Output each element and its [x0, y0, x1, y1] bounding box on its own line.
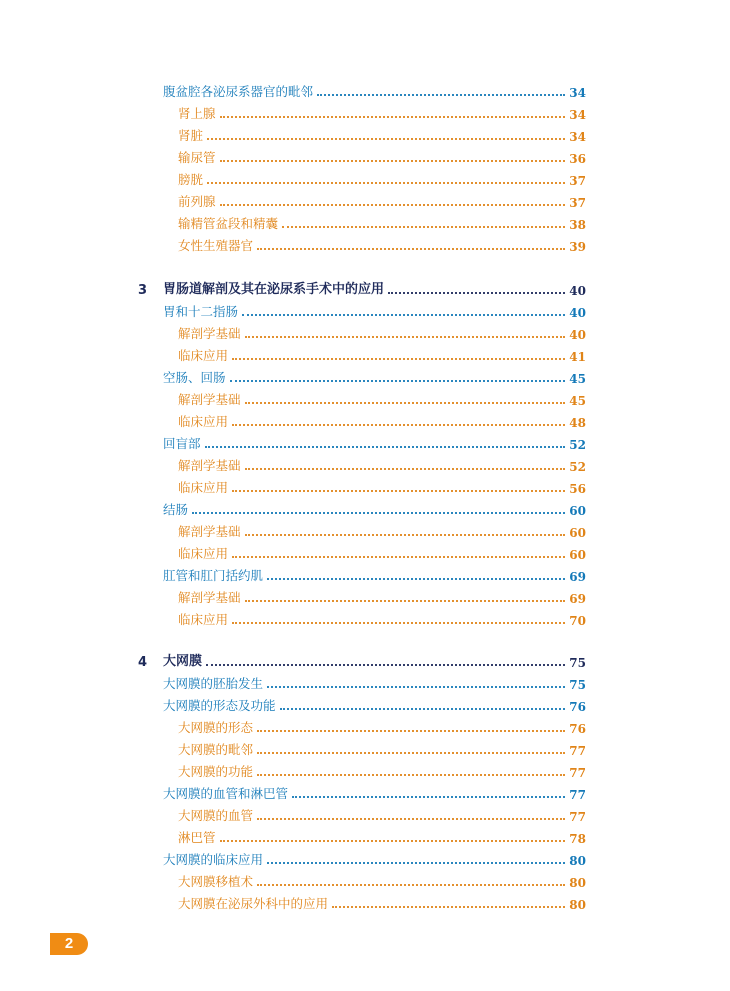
toc-entry-title: 大网膜 [163, 654, 203, 669]
toc-page-number: 45 [569, 394, 586, 408]
toc-page-number: 34 [569, 130, 586, 144]
toc-entry[interactable] [0, 718, 730, 738]
toc-page-number: 52 [569, 460, 586, 474]
dot-leader [232, 424, 565, 426]
toc-page-number: 56 [569, 482, 586, 496]
toc-page-number: 77 [569, 810, 586, 824]
toc-page-number: 40 [569, 306, 586, 320]
toc-entry-title: 腹盆腔各泌尿系器官的毗邻 [163, 84, 314, 99]
toc-page-number: 70 [569, 614, 586, 628]
toc-entry[interactable] [0, 828, 730, 848]
dot-leader [207, 138, 565, 140]
toc-entry[interactable] [0, 784, 730, 804]
dot-leader [220, 116, 566, 118]
dot-leader [245, 600, 566, 602]
toc-entry[interactable] [0, 610, 730, 630]
toc-page-number: 48 [569, 416, 586, 430]
toc-page-number: 52 [569, 438, 586, 452]
toc-entry-title: 结肠 [163, 502, 189, 517]
toc-entry[interactable] [0, 894, 730, 914]
dot-leader [332, 906, 565, 908]
toc-entry-title: 肾脏 [178, 128, 204, 143]
toc-entry[interactable] [0, 346, 730, 366]
toc-entry-title: 临床应用 [178, 480, 229, 495]
dot-leader [207, 182, 565, 184]
toc-entry[interactable] [0, 170, 730, 190]
toc-entry[interactable] [0, 588, 730, 608]
dot-leader [388, 292, 565, 294]
toc-entry[interactable] [0, 522, 730, 542]
dot-leader [245, 336, 566, 338]
toc-page-number: 37 [569, 174, 586, 188]
toc-entry[interactable] [0, 696, 730, 716]
toc-entry-title: 大网膜的血管和淋巴管 [163, 786, 289, 801]
dot-leader [245, 468, 566, 470]
toc-entry-title: 大网膜的临床应用 [163, 852, 264, 867]
toc-entry[interactable] [0, 390, 730, 410]
toc-page-number: 40 [569, 328, 586, 342]
toc-entry-title: 大网膜移植术 [178, 874, 254, 889]
toc-page-number: 76 [569, 700, 586, 714]
dot-leader [232, 556, 565, 558]
toc-entry-title: 输尿管 [178, 150, 216, 165]
toc-entry-title: 肛管和肛门括约肌 [163, 568, 264, 583]
dot-leader [267, 686, 565, 688]
toc-entry[interactable] [0, 740, 730, 760]
dot-leader [230, 380, 566, 382]
toc-entry-title: 淋巴管 [178, 830, 216, 845]
toc-entry-title: 解剖学基础 [178, 524, 241, 539]
dot-leader [257, 730, 565, 732]
toc-entry[interactable] [0, 478, 730, 498]
dot-leader [257, 248, 565, 250]
toc-entry-title: 前列腺 [178, 194, 216, 209]
toc-entry[interactable] [0, 872, 730, 892]
toc-page-number: 38 [569, 218, 586, 232]
dot-leader [257, 818, 565, 820]
toc-entry-title: 临床应用 [178, 348, 229, 363]
dot-leader [245, 534, 566, 536]
toc-entry[interactable] [0, 566, 730, 586]
toc-entry-title: 临床应用 [178, 612, 229, 627]
chapter-number: 3 [138, 283, 148, 298]
toc-entry-title: 大网膜的形态及功能 [163, 698, 276, 713]
toc-page-number: 60 [569, 504, 586, 518]
toc-entry[interactable] [0, 236, 730, 256]
toc-page-number: 76 [569, 722, 586, 736]
dot-leader [267, 862, 565, 864]
dot-leader [192, 512, 565, 514]
dot-leader [317, 94, 565, 96]
toc-page-number: 77 [569, 766, 586, 780]
dot-leader [232, 358, 565, 360]
toc-entry[interactable] [0, 412, 730, 432]
toc-entry[interactable] [0, 324, 730, 344]
toc-entry-title: 大网膜的血管 [178, 808, 254, 823]
toc-entry-title: 膀胱 [178, 172, 204, 187]
dot-leader [257, 774, 565, 776]
toc-entry-title: 解剖学基础 [178, 590, 241, 605]
toc-entry-title: 肾上腺 [178, 106, 216, 121]
toc-page-number: 80 [569, 898, 586, 912]
toc-entry-title: 大网膜的毗邻 [178, 742, 254, 757]
toc-page-number: 41 [569, 350, 586, 364]
toc-page-number: 75 [569, 656, 586, 670]
dot-leader [282, 226, 565, 228]
toc-entry[interactable] [0, 850, 730, 870]
toc-entry[interactable] [0, 192, 730, 212]
toc-entry-title: 大网膜的胚胎发生 [163, 676, 264, 691]
toc-entry-title: 大网膜的功能 [178, 764, 254, 779]
toc-page-number: 78 [569, 832, 586, 846]
toc-entry[interactable] [0, 544, 730, 564]
dot-leader [220, 840, 566, 842]
toc-entry-title: 空肠、回肠 [163, 370, 226, 385]
toc-page-number: 39 [569, 240, 586, 254]
toc-entry-title: 解剖学基础 [178, 326, 241, 341]
toc-page-number: 36 [569, 152, 586, 166]
toc-page-number: 80 [569, 876, 586, 890]
toc-entry[interactable] [0, 762, 730, 782]
toc-page-number: 69 [569, 570, 586, 584]
dot-leader [220, 204, 566, 206]
toc-entry-title: 女性生殖器官 [178, 238, 254, 253]
toc-page-number: 80 [569, 854, 586, 868]
dot-leader [232, 622, 565, 624]
dot-leader [257, 884, 565, 886]
dot-leader [232, 490, 565, 492]
toc-entry-title: 大网膜的形态 [178, 720, 254, 735]
toc-page-number: 60 [569, 526, 586, 540]
toc-page-number: 77 [569, 788, 586, 802]
toc-entry[interactable] [0, 104, 730, 124]
dot-leader [220, 160, 566, 162]
toc-page-number: 45 [569, 372, 586, 386]
toc-entry[interactable] [0, 806, 730, 826]
toc-chapter-row[interactable] [0, 280, 730, 300]
toc-entry-title: 回盲部 [163, 436, 201, 451]
toc-entry-title: 胃和十二指肠 [163, 304, 239, 319]
toc-entry[interactable] [0, 302, 730, 322]
toc-entry[interactable] [0, 368, 730, 388]
toc-entry-title: 临床应用 [178, 546, 229, 561]
toc-entry[interactable] [0, 500, 730, 520]
toc-entry[interactable] [0, 214, 730, 234]
toc-page-number: 40 [569, 284, 586, 298]
toc-entry-title: 解剖学基础 [178, 392, 241, 407]
dot-leader [292, 796, 565, 798]
toc-page-number: 37 [569, 196, 586, 210]
toc-page-number: 34 [569, 86, 586, 100]
chapter-number: 4 [138, 655, 148, 670]
toc-entry[interactable] [0, 126, 730, 146]
toc-entry[interactable] [0, 82, 730, 102]
toc-entry-title: 输精管盆段和精囊 [178, 216, 279, 231]
toc-entry-title: 临床应用 [178, 414, 229, 429]
toc-page-number: 60 [569, 548, 586, 562]
toc-entry[interactable] [0, 456, 730, 476]
dot-leader [267, 578, 565, 580]
dot-leader [205, 446, 566, 448]
toc-page-number: 34 [569, 108, 586, 122]
dot-leader [245, 402, 566, 404]
dot-leader [206, 664, 565, 666]
toc-entry[interactable] [0, 148, 730, 168]
page-number-badge: 2 [50, 933, 88, 955]
toc-entry-title: 解剖学基础 [178, 458, 241, 473]
toc-entry-title: 大网膜在泌尿外科中的应用 [178, 896, 329, 911]
toc-entry[interactable] [0, 434, 730, 454]
toc-chapter-row[interactable] [0, 652, 730, 672]
dot-leader [242, 314, 565, 316]
toc-page-number: 77 [569, 744, 586, 758]
dot-leader [280, 708, 566, 710]
toc-entry[interactable] [0, 674, 730, 694]
toc-page-number: 69 [569, 592, 586, 606]
toc-page-number: 75 [569, 678, 586, 692]
dot-leader [257, 752, 565, 754]
toc-entry-title: 胃肠道解剖及其在泌尿系手术中的应用 [163, 282, 385, 297]
